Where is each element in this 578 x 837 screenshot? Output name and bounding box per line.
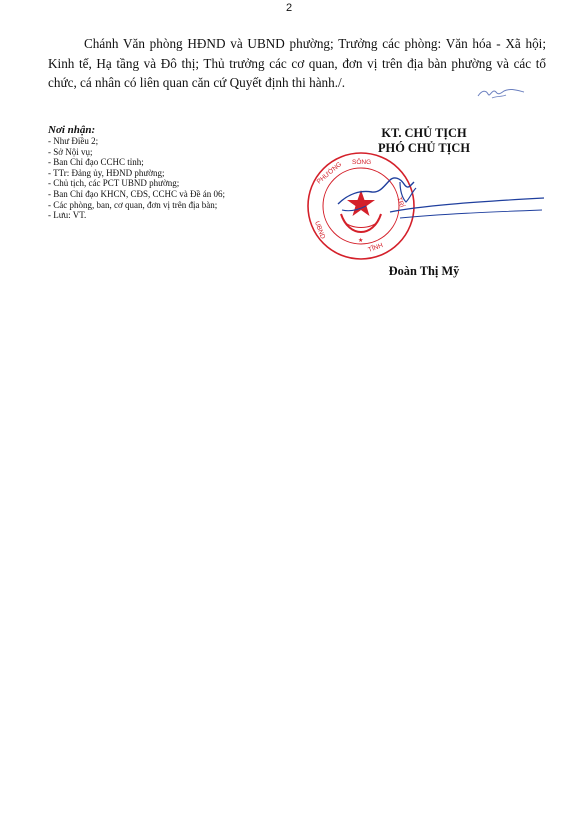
recipient-item: - Chủ tịch, các PCT UBND phường; <box>48 178 180 189</box>
recipient-list <box>48 136 308 221</box>
body-paragraph: Chánh Văn phòng HĐND và UBND phường; Trưởng các phòng: Văn hóa - Xã hội; Kinh tế, Hạ tầng và Đô thị; Thủ trưởng các cơ quan, đơn vị trên địa bàn phường và các tổ chức, cá nhân có liên quan căn cứ Quyết định thi hành./. <box>48 36 546 91</box>
svg-text:UBND: UBND <box>313 220 326 240</box>
recipient-item: - Lưu: VT. <box>48 210 87 221</box>
page-number: 2 <box>285 2 293 14</box>
svg-text:SÔNG: SÔNG <box>352 159 372 166</box>
handwritten-signature <box>330 168 550 238</box>
signature-subtitle: PHÓ CHỦ TỊCH <box>377 141 471 155</box>
signer-name: Đoàn Thị Mỹ <box>388 264 460 278</box>
initial-mark <box>476 82 526 104</box>
recipients-heading: Nơi nhận: <box>48 124 96 136</box>
svg-text:TĨNH: TĨNH <box>367 242 384 254</box>
recipients-block <box>48 124 308 221</box>
recipient-item: - Như Điều 2; <box>48 136 99 146</box>
recipient-item: - Sở Nội vụ; <box>48 146 93 157</box>
recipient-item: - Ban Chỉ đạo CCHC tỉnh; <box>48 157 144 168</box>
recipient-item: - Ban Chỉ đạo KHCN, CĐS, CCHC và Đề án 06; <box>48 188 225 199</box>
recipient-item: - TTr: Đảng ủy, HĐND phường; <box>48 167 165 178</box>
svg-text:TRÍ: TRÍ <box>395 196 406 209</box>
svg-text:PHƯỜNG: PHƯỜNG <box>315 160 344 186</box>
signature-title: KT. CHỦ TỊCH <box>381 126 467 140</box>
svg-text:★: ★ <box>358 238 364 244</box>
recipient-item: - Các phòng, ban, cơ quan, đơn vị trên địa bàn; <box>48 199 218 210</box>
